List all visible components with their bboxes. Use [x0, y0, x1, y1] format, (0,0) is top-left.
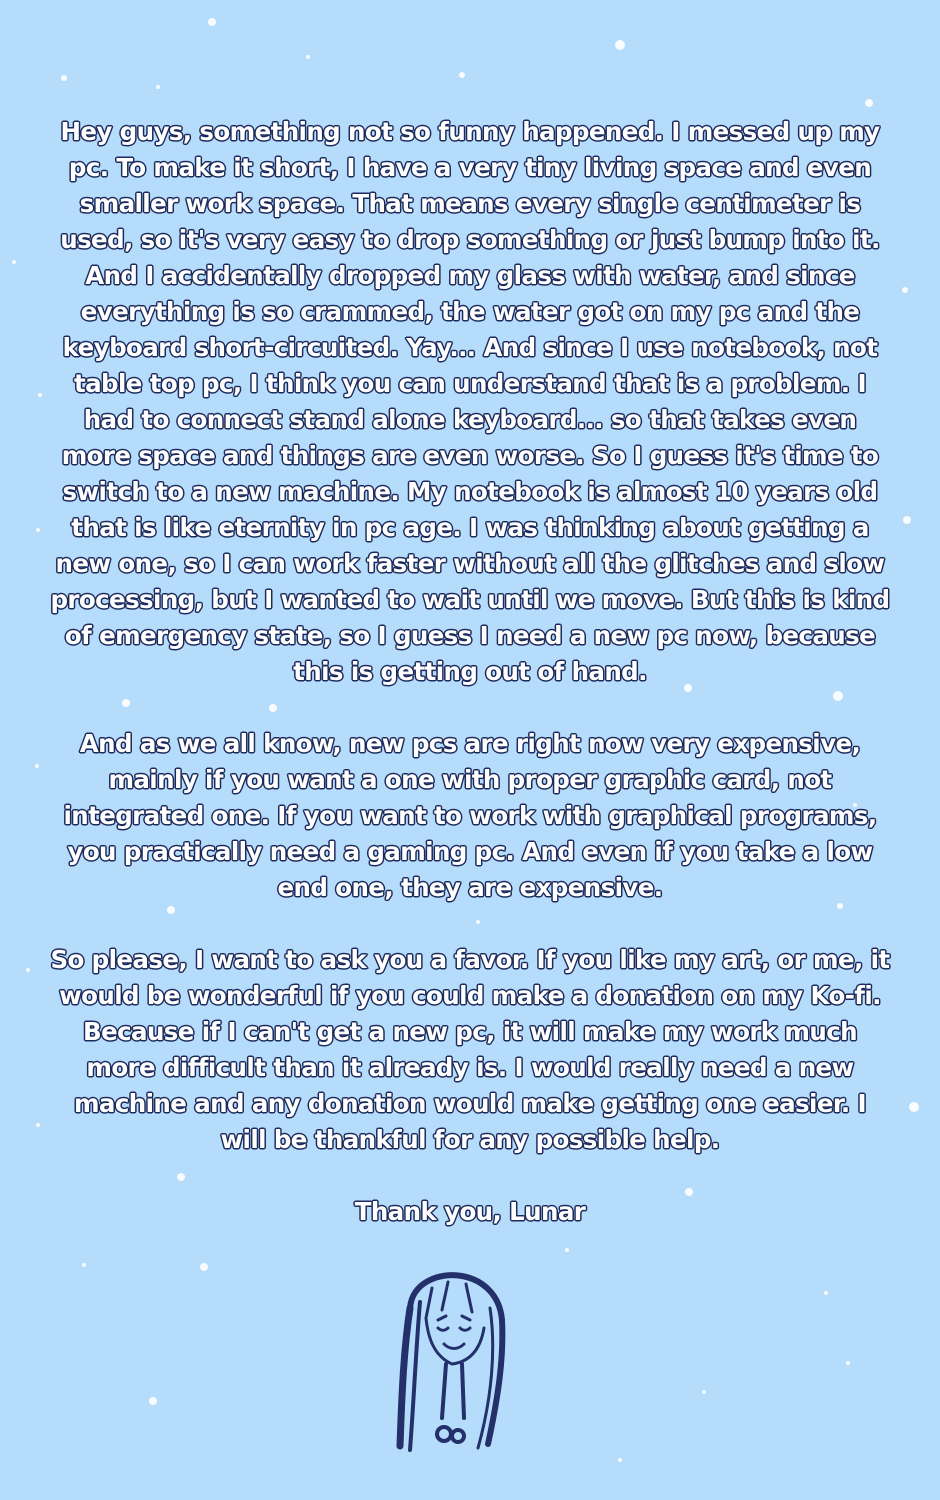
letter-body [50, 114, 890, 1230]
paragraph-mishap: Hey guys, something not so funny happened. I messed up my pc. To make it short, I have a very tiny living space and even smaller work space. That means every single centimeter is used, so it's very easy to drop something or just bump into it. And I accidentally dropped my glass with water, and since everything is so crammed, the water got on my pc and the keyboard short-circuited. Yay... And since I use notebook, not table top pc, I think you can understand that is a problem. I had to connect stand alone keyboard... so that takes even more space and things are even worse. So I guess it's time to switch to a new machine. My notebook is almost 10 years old that is like eternity in pc age. I was thinking about getting a new one, so I can work faster without all the glitches and slow processing, but I wanted to wait until we move. But this is kind of emergency state, so I guess I need a new pc now, because this is getting out of hand. [50, 117, 890, 686]
sad-girl-doodle-icon [392, 1268, 512, 1458]
paragraph-expensive-pcs: And as we all know, new pcs are right now very expensive, mainly if you want a one with proper graphic card, not integrated one. If you want to work with graphical programs, you practically need a gaming pc. And even if you take a low end one, they are expensive. [63, 729, 877, 902]
signature: Thank you, Lunar [354, 1197, 586, 1226]
paragraph-donation-request: So please, I want to ask you a favor. If you like my art, or me, it would be wonderful if you could make a donation on my Ko-fi. Because if I can't get a new pc, it will make my work much more difficult than it already is. I would really need a new machine and any donation would make getting one easier. I will be thankful for any possible help. [50, 945, 890, 1154]
